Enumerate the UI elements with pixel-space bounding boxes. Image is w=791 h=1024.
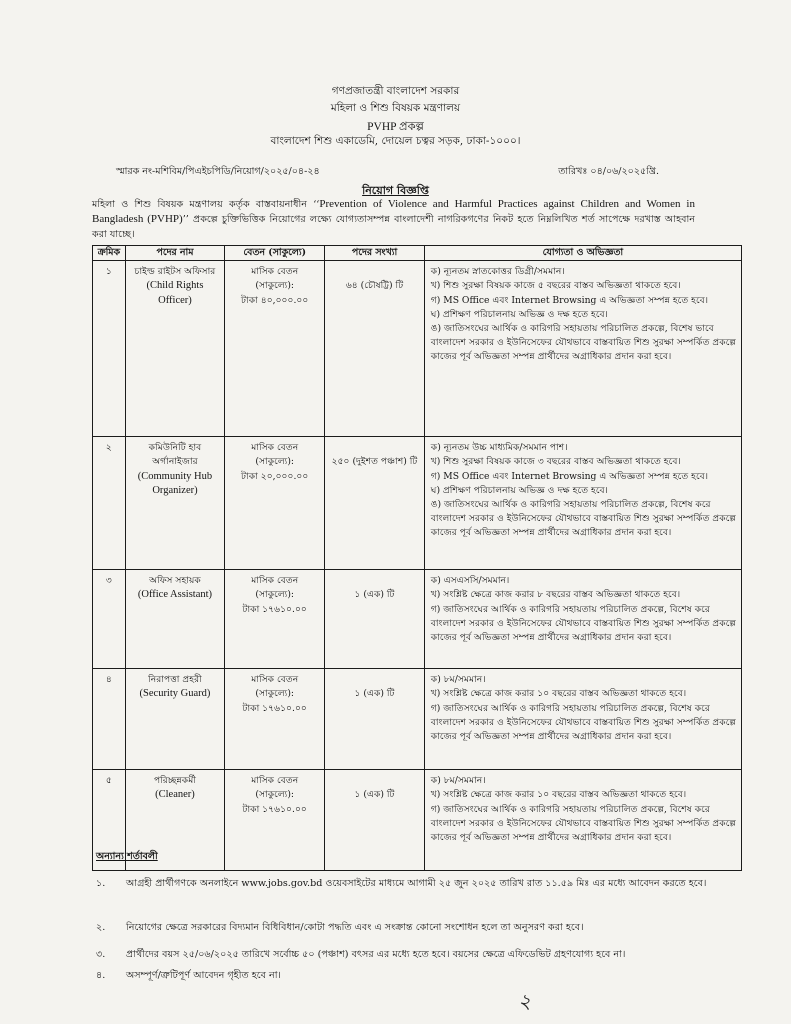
salary-cell [225, 437, 325, 570]
condition-text: আগ্রহী প্রার্থীগণকে অনলাইনে www.jobs.gov.bd ওয়েবসাইটের মাধ্যমে আগামী ২৫ জুন ২০২৫ তারিখ রাত ১১.৫৯ মিঃ এর মধ্যে আবেদন করতে হবে। [126, 878, 707, 889]
qualification-item: খ) শিশু সুরক্ষা বিষয়ক কাজে ৩ বছরের বাস্তব অভিজ্ঞতা থাকতে হবে। [430, 456, 681, 468]
intro-text-part1: মহিলা ও শিশু বিষয়ক মন্ত্রণালয় কর্তৃক বাস্তবায়নাধীন ‘‘ [92, 199, 320, 210]
qualification-item: ঙ) জাতিসংঘের আর্থিক ও কারিগরি সহায়তায় পরিচালিত প্রকল্পে, বিশেষ ভাবে বাংলাদেশ সরকার ও ইউনিসেফের যৌথভাবে বাস্তবায়িত শিশু সুরক্ষা সম্পর্কিত প্রকল্পে কাজের পূর্ব অভিজ্ঞতা সম্পন্ন প্রার্থীদের অগ্রাধিকার প্রদান করা হবে। [430, 323, 736, 363]
col-serial: ক্রমিক [93, 246, 126, 261]
post-count: ১ (এক) টি [354, 589, 395, 601]
serial-value: ৪ [105, 674, 112, 686]
post-name-cell [125, 437, 224, 570]
post-name-bn: কমিউনিটি হাব অর্গানাইজার [148, 442, 202, 468]
salary-line: (সাকুল্যে): [255, 589, 295, 601]
notice-title-text: নিয়োগ বিজ্ঞপ্তি [362, 184, 429, 197]
post-name-en: (Child Rights Officer) [146, 280, 204, 306]
salary-cell [225, 261, 325, 437]
posts-table-header [93, 246, 742, 261]
memo-number: স্মারক নং-মশিবিম/পিএইচপিডি/নিয়োগ/২০২৫/০৪-২৪ [116, 166, 320, 177]
condition-text: অসম্পূর্ণ/ত্রুটিপূর্ণ আবেদন গৃহীত হবে না। [126, 970, 281, 981]
qualification-cell [424, 669, 741, 770]
salary-line: মাসিক বেতন [251, 442, 299, 454]
salary-line: মাসিক বেতন [251, 674, 299, 686]
qualification-item: ক) ন্যূনতম উচ্চ মাধ্যমিক/সমমান পাশ। [430, 442, 568, 454]
col-count: পদের সংখ্যা [325, 246, 425, 261]
qualification-item: খ) সংশ্লিষ্ট ক্ষেত্রে কাজ করার ১০ বছরের বাস্তব অভিজ্ঞতা থাকতে হবে। [430, 789, 687, 801]
intro-project-name: Prevention of Violence and Harmful Practices against Children and Women in Bangladesh (PVHP) [92, 198, 695, 225]
serial-cell [93, 570, 126, 669]
table-row [93, 261, 742, 437]
table-row [93, 570, 742, 669]
other-conditions-title [96, 850, 158, 865]
post-name-en: (Security Guard) [139, 688, 211, 700]
issue-date: তারিখঃ ০৪/০৬/২০২৫খ্রি. [558, 166, 659, 177]
qualification-item: ক) ন্যূনতম স্নাতকোত্তর ডিগ্রী/সমমান। [430, 266, 565, 278]
salary-amount: টাকা ১৭৬১০.০০ [242, 803, 307, 815]
qualification-item: খ) সংশ্লিষ্ট ক্ষেত্রে কাজ করার ১০ বছরের বাস্তব অভিজ্ঞতা থাকতে হবে। [430, 688, 687, 700]
post-count-cell [325, 770, 425, 871]
post-count: ৬৪ (চৌষট্টি) টি [345, 280, 404, 292]
post-count-cell [325, 669, 425, 770]
qualification-item: গ) জাতিসংঘের আর্থিক ও কারিগরি সহায়তায় পরিচালিত প্রকল্পে, বিশেষ করে বাংলাদেশ সরকার ও ইউনিসেফের যৌথভাবে বাস্তবায়িত শিশু সুরক্ষা সম্পর্কিত প্রকল্পে কাজের পূর্ব অভিজ্ঞতা সম্পন্ন প্রার্থীদের অগ্রাধিকার প্রদান করা হবে। [430, 702, 736, 743]
post-name-bn: পরিচ্ছন্নকর্মী [153, 775, 196, 787]
qualification-cell [424, 570, 741, 669]
post-name-cell [125, 261, 224, 437]
salary-cell [225, 770, 325, 871]
intro-paragraph [92, 197, 695, 242]
condition-number: ২. [96, 922, 106, 933]
post-count: ১ (এক) টি [354, 789, 395, 801]
post-count: ১ (এক) টি [354, 688, 395, 700]
qualification-item: ঘ) প্রশিক্ষণ পরিচালনায় অভিজ্ঞ ও দক্ষ হতে হবে। [430, 308, 608, 320]
qualification-cell [424, 261, 741, 437]
post-name-bn: চাইল্ড রাইটস অফিসার [134, 266, 216, 278]
serial-value: ২ [105, 442, 112, 454]
post-count-cell [325, 261, 425, 437]
header-ministry: মহিলা ও শিশু বিষয়ক মন্ত্রণালয় [330, 102, 461, 114]
serial-value: ৫ [105, 775, 112, 787]
salary-cell [225, 669, 325, 770]
post-name-bn: অফিস সহায়ক [149, 575, 201, 587]
qualification-item: গ) জাতিসংঘের আর্থিক ও কারিগরি সহায়তায় পরিচালিত প্রকল্পে, বিশেষ করে বাংলাদেশ সরকার ও ইউনিসেফের যৌথভাবে বাস্তবায়িত শিশু সুরক্ষা সম্পর্কিত প্রকল্পে কাজের পূর্ব অভিজ্ঞতা সম্পন্ন প্রার্থীদের অগ্রাধিকার প্রদান করা হবে। [430, 603, 736, 644]
qualification-item: ঙ) জাতিসংঘের আর্থিক ও কারিগরি সহায়তায় পরিচালিত প্রকল্পে, বিশেষ করে বাংলাদেশ সরকার ও ইউনিসেফের যৌথভাবে বাস্তবায়িত শিশু সুরক্ষা সম্পর্কিত প্রকল্পে কাজের পূর্ব অভিজ্ঞতা সম্পন্ন প্রার্থীদের অগ্রাধিকার প্রদান করা হবে। [430, 499, 736, 539]
condition-number: ১. [96, 878, 106, 889]
table-row [93, 437, 742, 570]
qualification-item: গ) জাতিসংঘের আর্থিক ও কারিগরি সহায়তায় পরিচালিত প্রকল্পে, বিশেষ করে বাংলাদেশ সরকার ও ইউনিসেফের যৌথভাবে বাস্তবায়িত শিশু সুরক্ষা সম্পর্কিত প্রকল্পে কাজের পূর্ব অভিজ্ঞতা সম্পন্ন প্রার্থীদের অগ্রাধিকার প্রদান করা হবে। [430, 803, 736, 844]
post-name-bn: নিরাপত্তা প্রহরী [148, 674, 202, 686]
salary-line: (সাকুল্যে): [255, 456, 295, 468]
qualification-item: ঘ) প্রশিক্ষণ পরিচালনায় অভিজ্ঞ ও দক্ষ হতে হবে। [430, 484, 608, 496]
serial-cell [93, 437, 126, 570]
serial-cell [93, 669, 126, 770]
salary-line: মাসিক বেতন [251, 266, 299, 278]
qualification-item: ক) ৮ম/সমমান। [430, 775, 486, 787]
condition-item [96, 876, 716, 892]
post-name-en: (Community Hub Organizer) [137, 470, 213, 496]
posts-table [92, 245, 742, 871]
post-name-en: (Office Assistant) [137, 589, 213, 601]
post-name-cell [125, 570, 224, 669]
condition-item [96, 947, 716, 963]
col-salary: বেতন (সাকুল্যে) [225, 246, 325, 261]
qualification-item: ক) এসএসসি/সমমান। [430, 575, 510, 587]
salary-line: (সাকুল্যে): [255, 789, 295, 801]
header-government: গণপ্রজাতন্ত্রী বাংলাদেশ সরকার [331, 85, 460, 97]
salary-line: (সাকুল্যে): [255, 688, 295, 700]
serial-value: ৩ [105, 575, 112, 587]
condition-item [96, 968, 716, 984]
condition-item [96, 920, 716, 936]
qualification-item: ক) ৮ম/সমমান। [430, 674, 486, 686]
table-row [93, 669, 742, 770]
salary-amount: টাকা ২০,০০০.০০ [241, 470, 309, 482]
condition-text: নিয়োগের ক্ষেত্রে সরকারের বিদ্যমান বিধিবিধান/কোটা পদ্ধতি এবং এ সংক্রান্ত কোনো সংশোধন হলে তা অনুসরণ করা হবে। [126, 922, 584, 933]
qualification-item: খ) সংশ্লিষ্ট ক্ষেত্রে কাজ করার ৮ বছরের বাস্তব অভিজ্ঞতা থাকতে হবে। [430, 589, 681, 601]
col-qualification: যোগ্যতা ও অভিজ্ঞতা [424, 246, 741, 261]
qualification-item: খ) শিশু সুরক্ষা বিষয়ক কাজে ৫ বছরের বাস্তব অভিজ্ঞতা থাকতে হবে। [430, 280, 681, 292]
serial-value: ১ [105, 266, 112, 278]
condition-number: ৪. [96, 970, 106, 981]
qualification-item: গ) MS Office এবং Internet Browsing এ অভিজ্ঞতা সম্পন্ন হতে হবে। [430, 294, 709, 306]
condition-text: প্রার্থীদের বয়স ২৫/০৬/২০২৫ তারিখে সর্বোচ্চ ৫০ (পঞ্চাশ) বৎসর এর মধ্যে হতে হবে। বয়সের ক্ষেত্রে এফিডেভিট গ্রহণযোগ্য হবে না। [126, 949, 626, 960]
post-count-cell [325, 437, 425, 570]
salary-line: মাসিক বেতন [251, 775, 299, 787]
salary-amount: টাকা ১৭৬১০.০০ [242, 603, 307, 615]
intro-text-part2: ’’ প্রকল্পে চুক্তিভিত্তিক নিয়োগের লক্ষ্যে যোগ্যতাসম্পন্ন বাংলাদেশী নাগরিকগণের নিকট হতে নিম্নলিখিত শর্ত সাপেক্ষে দরখাস্ত আহবান করা যাচ্ছে। [92, 214, 695, 240]
salary-line: (সাকুল্যে): [255, 280, 295, 292]
salary-amount: টাকা ৪০,০০০.০০ [241, 294, 309, 306]
post-name-en: (Cleaner) [155, 789, 195, 801]
qualification-item: গ) MS Office এবং Internet Browsing এ অভিজ্ঞতা সম্পন্ন হতে হবে। [430, 470, 709, 482]
header-project: PVHP প্রকল্প [367, 121, 424, 133]
qualification-cell [424, 437, 741, 570]
condition-number: ৩. [96, 949, 106, 960]
post-count: ২৫০ (দুইশত পঞ্চাশ) টি [331, 456, 418, 468]
page-number: ২ [518, 989, 532, 1013]
post-count-cell [325, 570, 425, 669]
salary-line: মাসিক বেতন [251, 575, 299, 587]
col-post-name: পদের নাম [125, 246, 224, 261]
other-conditions-title-text: অন্যান্য শর্তাবলী [96, 851, 158, 862]
serial-cell [93, 261, 126, 437]
table-row [93, 770, 742, 871]
posts-table-body [93, 261, 742, 871]
salary-cell [225, 570, 325, 669]
salary-amount: টাকা ১৭৬১০.০০ [242, 702, 307, 714]
header-address: বাংলাদেশ শিশু একাডেমি, দোয়েল চত্বর সড়ক, ঢাকা-১০০০। [270, 135, 521, 147]
qualification-cell [424, 770, 741, 871]
post-name-cell [125, 669, 224, 770]
